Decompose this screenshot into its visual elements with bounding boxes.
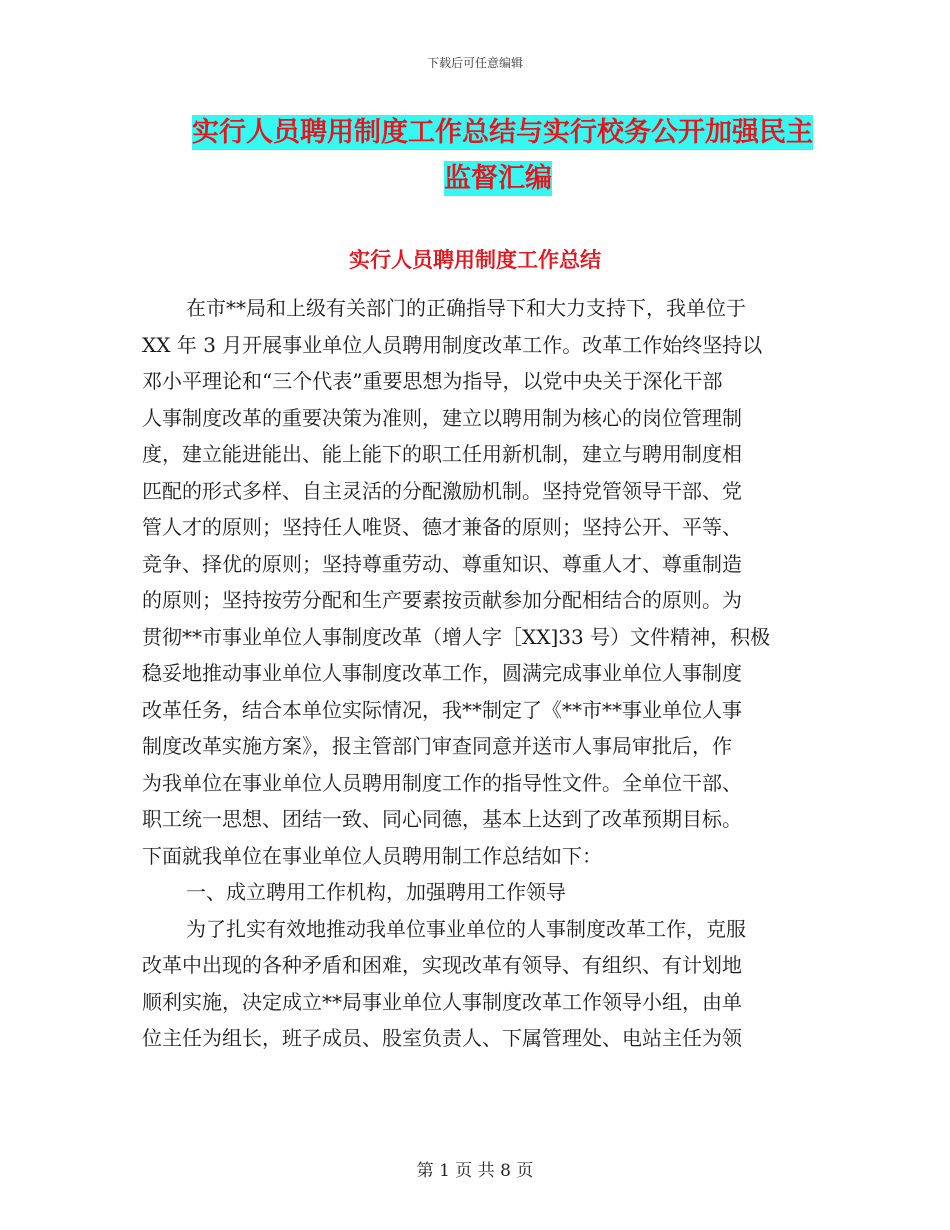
page-header-note: 下载后可任意编辑 [426, 56, 523, 70]
body-line: 人事制度改革的重要决策为准则，建立以聘用制为核心的岗位管理制 [142, 405, 742, 430]
body-line: 邓小平理论和“三个代表”重要思想为指导，以党中央关于深化干部 [142, 369, 723, 393]
body-line: 顺利实施，决定成立**局事业单位人事制度改革工作领导小组，由单 [142, 989, 742, 1014]
body-line: 竞争、择优的原则；坚持尊重劳动、尊重知识、尊重人才、尊重制造 [142, 551, 742, 576]
page-footer: 第 1 页 共 8 页 [416, 1161, 534, 1181]
body-line: 匹配的形式多样、自主灵活的分配激励机制。坚持党管领导干部、党 [142, 478, 742, 503]
body-line: 在市**局和上级有关部门的正确指导下和大力支持下，我单位于 [186, 296, 746, 320]
document-body [142, 290, 808, 1057]
body-line: 位主任为组长，班子成员、股室负责人、下属管理处、电站主任为领 [142, 1026, 742, 1050]
body-line: 制度改革实施方案》，报主管部门审查同意并送市人事局审批后，作 [142, 734, 732, 758]
document-main-title [192, 110, 813, 202]
body-line: 管人才的原则；坚持任人唯贤、德才兼备的原则；坚持公开、平等、 [142, 515, 742, 539]
body-line: XX 年 3 月开展事业单位人员聘用制度改革工作。改革工作始终坚持以 [142, 332, 763, 357]
body-line: 稳妥地推动事业单位人事制度改革工作，圆满完成事业单位人事制度 [142, 661, 742, 685]
body-line: 职工统一思想、团结一致、同心同德，基本上达到了改革预期目标。 [142, 807, 742, 831]
main-title-line-2: 监督汇编 [444, 163, 552, 194]
body-line: 改革中出现的各种矛盾和困难，实现改革有领导、有组织、有计划地 [142, 953, 742, 977]
body-line: 为我单位在事业单位人员聘用制度工作的指导性文件。全单位干部、 [142, 770, 742, 795]
body-line: 为了扎实有效地推动我单位事业单位的人事制度改革工作，克服 [186, 916, 746, 941]
body-line: 下面就我单位在事业单位人员聘用制工作总结如下： [142, 843, 602, 868]
section-heading: 一、成立聘用工作机构，加强聘用工作领导 [186, 880, 566, 904]
body-line: 改革任务，结合本单位实际情况，我**制定了《**市**事业单位人事 [142, 697, 742, 722]
body-line: 贯彻**市事业单位人事制度改革（增人字［XX]33 号）文件精神，积极 [142, 624, 771, 649]
body-line: 的原则；坚持按劳分配和生产要素按贡献参加分配相结合的原则。为 [142, 588, 742, 612]
body-line: 度，建立能进能出、能上能下的职工任用新机制，建立与聘用制度相 [142, 442, 742, 466]
section-title: 实行人员聘用制度工作总结 [349, 248, 601, 272]
main-title-line-1: 实行人员聘用制度工作总结与实行校务公开加强民主 [192, 117, 813, 148]
